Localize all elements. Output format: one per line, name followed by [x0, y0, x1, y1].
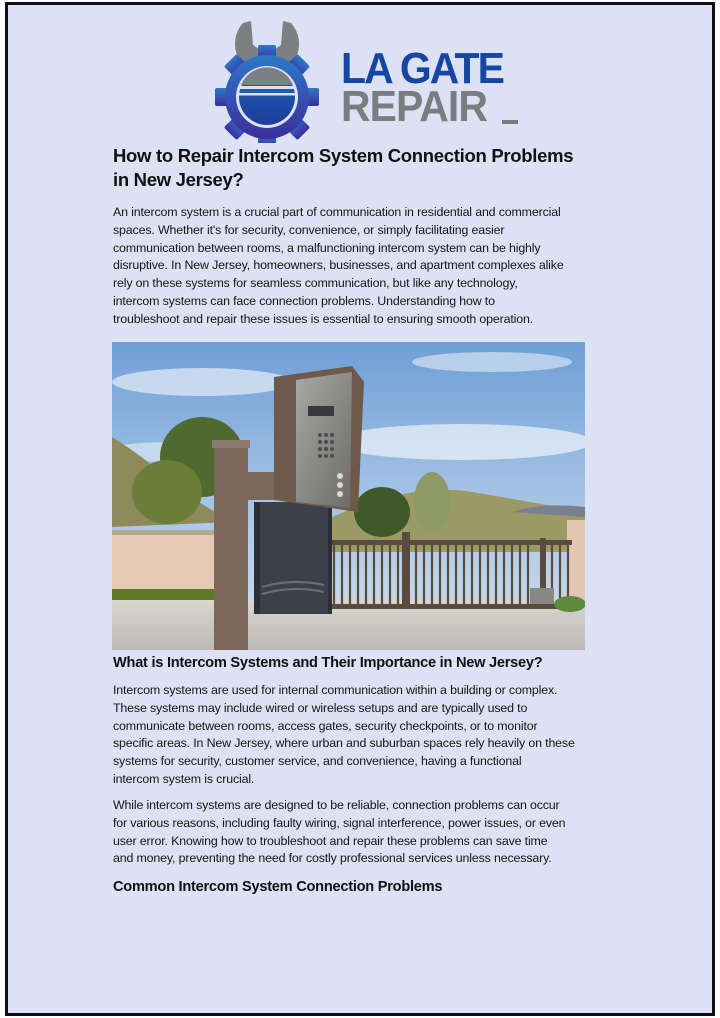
section-heading-common-problems: Common Intercom System Connection Problems [113, 879, 443, 895]
text-line: communicate between rooms, access gates, security checkpoints, or to monitor [113, 718, 538, 733]
text-line: specific areas. In New Jersey, where urban and suburban spaces rely heavily on these [113, 736, 575, 751]
title-line: in New Jersey? [113, 169, 244, 190]
article-title [113, 144, 633, 192]
text-line: intercom systems can face connection problems. Understanding how to [113, 293, 495, 308]
text-line: disruptive. In New Jersey, homeowners, businesses, and apartment complexes alike [113, 258, 564, 273]
gear-wrench-icon [211, 15, 331, 143]
importance-paragraph-1 [113, 682, 633, 789]
text-line: These systems may include wired or wireless setups and are typically used to [113, 700, 528, 715]
text-line: user error. Knowing how to troubleshoot and repair these problems can save time [113, 833, 548, 848]
logo-text-la-gate: LA GATE [341, 44, 504, 93]
title-line: How to Repair Intercom System Connection Problems [113, 145, 574, 166]
intercom-gate-photo [112, 342, 585, 650]
la-gate-repair-logo [211, 15, 526, 143]
text-line: An intercom system is a crucial part of communication in residential and commercial [113, 205, 561, 219]
text-line: systems for security, customer service, and convenience, having a functional [113, 754, 522, 769]
text-line: intercom system is crucial. [113, 771, 255, 786]
intro-paragraph [113, 204, 633, 329]
text-line: rely on these systems for seamless communication, but like any technology, [113, 276, 518, 291]
text-line: for various reasons, including faulty wiring, signal interference, power issues, or even [113, 815, 566, 830]
text-line: and money, preventing the need for costly professional services unless necessary. [113, 851, 552, 866]
text-line: spaces. Whether it's for security, convenience, or simply facilitating easier [113, 222, 505, 237]
section-heading-importance: What is Intercom Systems and Their Importance in New Jersey? [113, 655, 543, 671]
text-line: troubleshoot and repair these issues is essential to ensuring smooth operation. [113, 311, 534, 326]
text-line: Intercom systems are used for internal communication within a building or complex. [113, 683, 558, 697]
text-line: While intercom systems are designed to be reliable, connection problems can occur [113, 798, 560, 812]
logo-underscore [502, 120, 518, 124]
text-line: communication between rooms, a malfunctioning intercom system can be highly [113, 240, 541, 255]
document-page [5, 2, 715, 1016]
intercom-gate-image [112, 342, 585, 650]
importance-paragraph-2 [113, 797, 633, 868]
logo-text-repair: REPAIR [341, 82, 487, 131]
